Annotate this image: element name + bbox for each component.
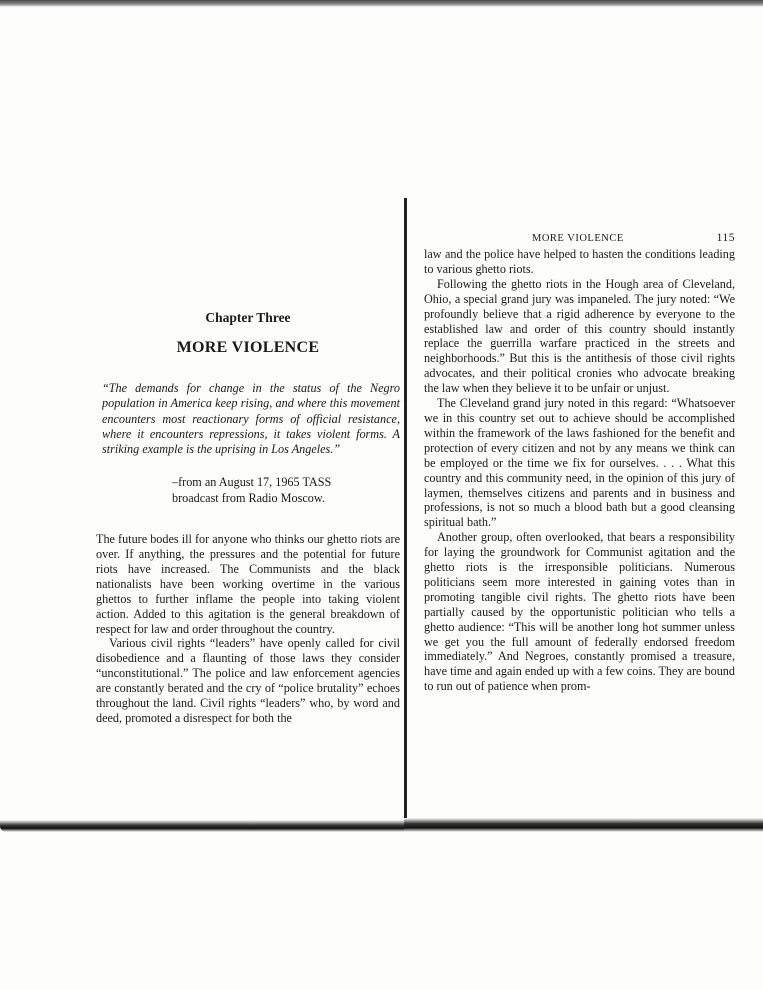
scan-top-edge	[0, 0, 763, 7]
book-gutter	[404, 198, 407, 830]
paragraph: law and the police have helped to hasten the conditions leading to various ghetto riots.	[424, 247, 735, 276]
paragraph: Following the ghetto riots in the Hough area of Cleveland, Ohio, a special grand jury was impaneled. The jury noted: “We profoundly believe that a rigid adherence by everyone to the established law and order of this country should instantly replace the guerrilla warfare practiced in the streets and neighborhoods.” But this is the antithesis of those civil rights advocates, and their political cronies who advocate breaking the law when they believe it to be unfair or unjust.	[424, 276, 735, 396]
epigraph-attribution	[172, 475, 400, 506]
right-page-bottom-edge	[404, 818, 763, 832]
right-body-text	[424, 247, 735, 694]
right-page	[424, 231, 735, 694]
paragraph: The future bodes ill for anyone who thinks our ghetto riots are over. If anything, the pressures and the potential for future riots have increased. The Communists and the black nationalists have been working overtime in the various ghettos to further inflame the people into taking violent action. Added to this agitation is the general breakdown of respect for law and order throughout the country.	[96, 532, 400, 636]
chapter-label: Chapter Three	[205, 310, 291, 325]
paragraph: Various civil rights “leaders” have openly called for civil disobedience and a flaunting of those laws they consider “unconstitutional.” The police and law enforcement agencies are constantly berated and the cry of “police brutality” echoes throughout the land. Civil rights “leaders” who, by word and deed, promoted a disrespect for both the	[96, 636, 400, 725]
running-head	[424, 231, 735, 247]
left-page-bottom-edge	[0, 820, 404, 832]
attribution-line: –from an August 17, 1965 TASS	[172, 475, 332, 490]
paragraph: Another group, often overlooked, that bears a responsibility for laying the groundwork for Communist agitation and the ghetto riots is the irresponsible politicians. Numerous politicians seem more interested in gaining votes than in promoting tangible civil rights. The ghetto riots have been partially caused by the opportunistic politician who tells a ghetto audience: “This will be another long hot summer unless we get you the full amount of federally endorsed freedom immediately.” And Negroes, constantly promised a treasure, have time and again ended up with a few coins. They are bound to run out of patience when prom-	[424, 530, 735, 694]
left-body-text	[96, 532, 400, 726]
epigraph: “The demands for change in the status of the Negro population in America keep rising, and where this movement encounters most reactionary forms of official resistance, where it encounters repressions, it takes violent forms. A striking example is the uprising in Los Angeles.”	[102, 381, 400, 457]
paragraph: The Cleveland grand jury noted in this regard: “Whatsoever we in this country set out to achieve should be accomplished within the framework of the laws fashioned for the benefit and protection of every citizen and not by any means we think can be employed or the time we fix for ourselves. . . . What this country and this community need, in the opinion of this jury of laymen, themselves citizens and parents and in business and professions, is not so much a blood bath but a good cleansing spiritual bath.”	[424, 396, 735, 530]
page-number: 115	[716, 232, 735, 244]
running-title: MORE VIOLENCE	[532, 233, 624, 244]
attribution-line: broadcast from Radio Moscow.	[172, 490, 325, 505]
left-page	[96, 310, 400, 726]
chapter-title: MORE VIOLENCE	[176, 339, 320, 356]
